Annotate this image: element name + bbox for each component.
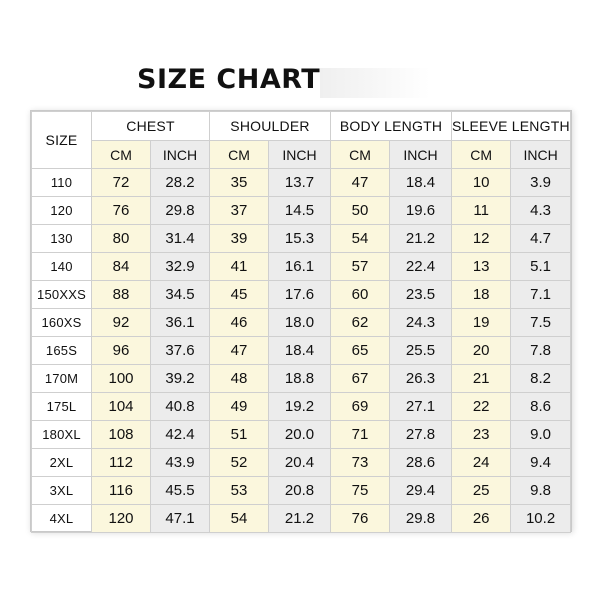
size-cell: 4XL: [32, 505, 92, 533]
chest-cm-cell: 72: [92, 169, 151, 197]
sleeve-length-cm-cell: 21: [452, 365, 511, 393]
size-header: SIZE: [32, 112, 92, 169]
shoulder-inch-cell: 15.3: [269, 225, 331, 253]
body-length-inch-cell: 24.3: [390, 309, 452, 337]
shoulder-inch-cell: 18.8: [269, 365, 331, 393]
table-row: [32, 197, 571, 225]
sleeve-length-inch-cell: 4.3: [511, 197, 570, 225]
sleeve-length-inch-cell: 7.1: [511, 281, 570, 309]
body-length-header: BODY LENGTH: [331, 112, 452, 141]
body-length-cm-cell: 69: [331, 393, 390, 421]
shoulder-header: SHOULDER: [210, 112, 331, 141]
chest-cm-cell: 116: [92, 477, 151, 505]
chest-inch-cell: 45.5: [151, 477, 210, 505]
size-cell: 140: [32, 253, 92, 281]
chest-inch-cell: 28.2: [151, 169, 210, 197]
sleeve-length-inch-cell: 5.1: [511, 253, 570, 281]
body-length-inch-cell: 19.6: [390, 197, 452, 225]
shoulder-inch-cell: 20.0: [269, 421, 331, 449]
sleeve-length-inch-cell: 9.0: [511, 421, 570, 449]
body-length-inch-cell: 27.1: [390, 393, 452, 421]
chest-cm-cell: 80: [92, 225, 151, 253]
shoulder-cm-cell: 46: [210, 309, 269, 337]
chest-inch-cell: 32.9: [151, 253, 210, 281]
size-rows: [32, 169, 571, 533]
shoulder-cm-cell: 48: [210, 365, 269, 393]
size-cell: 2XL: [32, 449, 92, 477]
body-length-inch-cell: 22.4: [390, 253, 452, 281]
body-length-inch-cell: 23.5: [390, 281, 452, 309]
chest-cm-cell: 112: [92, 449, 151, 477]
sleeve-length-inch-cell: 3.9: [511, 169, 570, 197]
sleeve-length-cm-cell: 12: [452, 225, 511, 253]
table-row: [32, 477, 571, 505]
body-length-inch-cell: 29.8: [390, 505, 452, 533]
body-length-inch-cell: 29.4: [390, 477, 452, 505]
body-length-inch-cell: 27.8: [390, 421, 452, 449]
body-length-cm-cell: 75: [331, 477, 390, 505]
body-length-cm-cell: 67: [331, 365, 390, 393]
table-row: [32, 421, 571, 449]
body-length-cm-cell: 65: [331, 337, 390, 365]
chest-cm-cell: 84: [92, 253, 151, 281]
sleeve-length-inch-cell: 9.8: [511, 477, 570, 505]
chest-cm-cell: 92: [92, 309, 151, 337]
shoulder-inch-cell: 19.2: [269, 393, 331, 421]
size-cell: 120: [32, 197, 92, 225]
page-title: SIZE CHART: [137, 64, 321, 95]
sleeve-length-inch-cell: 8.2: [511, 365, 570, 393]
body-length-cm-cell: 47: [331, 169, 390, 197]
sleeve-length-inch-cell: 9.4: [511, 449, 570, 477]
table-row: [32, 253, 571, 281]
sleeve-length-cm-cell: 22: [452, 393, 511, 421]
shoulder-inch-cell: 18.0: [269, 309, 331, 337]
shoulder-cm-cell: 51: [210, 421, 269, 449]
sleeve-length-cm-cell: 10: [452, 169, 511, 197]
shoulder-inch-cell: 14.5: [269, 197, 331, 225]
size-cell: 175L: [32, 393, 92, 421]
shoulder-cm-cell: 45: [210, 281, 269, 309]
chest-inch-cell: 36.1: [151, 309, 210, 337]
sleeve-length-inch-cell: 8.6: [511, 393, 570, 421]
shoulder-inch-cell: 20.4: [269, 449, 331, 477]
body-length-cm-cell: 62: [331, 309, 390, 337]
chest-inch-cell: 31.4: [151, 225, 210, 253]
shoulder-cm-cell: 52: [210, 449, 269, 477]
table-row: [32, 309, 571, 337]
sleeve-length-cm-cell: 13: [452, 253, 511, 281]
title-area: [0, 62, 600, 102]
body-length-cm-cell: 54: [331, 225, 390, 253]
shoulder-cm-cell: 49: [210, 393, 269, 421]
body-length-cm-cell: 60: [331, 281, 390, 309]
shoulder-cm-cell: 39: [210, 225, 269, 253]
sleeve-length-inch-cell: 10.2: [511, 505, 570, 533]
chest-inch-cell: 43.9: [151, 449, 210, 477]
body-length-cm-cell: 57: [331, 253, 390, 281]
chest-cm-cell: 120: [92, 505, 151, 533]
sleeve-length-inch-cell: 7.5: [511, 309, 570, 337]
table-row: [32, 337, 571, 365]
table-row: [32, 225, 571, 253]
size-chart-table: [31, 111, 571, 533]
sleeve-length-cm-cell: 24: [452, 449, 511, 477]
chest-inch-cell: 34.5: [151, 281, 210, 309]
title-highlight: [320, 68, 430, 98]
chest-inch-cell: 47.1: [151, 505, 210, 533]
shoulder-cm-cell: 54: [210, 505, 269, 533]
shoulder-cm-cell: 47: [210, 337, 269, 365]
table-row: [32, 169, 571, 197]
body-length-inch-cell: 28.6: [390, 449, 452, 477]
sleeve-length-cm-header: CM: [452, 141, 511, 169]
shoulder-inch-cell: 13.7: [269, 169, 331, 197]
shoulder-inch-cell: 18.4: [269, 337, 331, 365]
shoulder-inch-cell: 17.6: [269, 281, 331, 309]
chest-inch-cell: 42.4: [151, 421, 210, 449]
shoulder-cm-header: CM: [210, 141, 269, 169]
chest-cm-header: CM: [92, 141, 151, 169]
table-row: [32, 393, 571, 421]
chest-cm-cell: 108: [92, 421, 151, 449]
unit-header-row: [32, 141, 571, 169]
body-length-cm-header: CM: [331, 141, 390, 169]
table-row: [32, 505, 571, 533]
chest-cm-cell: 88: [92, 281, 151, 309]
body-length-cm-cell: 50: [331, 197, 390, 225]
size-cell: 130: [32, 225, 92, 253]
chest-inch-cell: 37.6: [151, 337, 210, 365]
sleeve-length-inch-cell: 7.8: [511, 337, 570, 365]
sleeve-length-cm-cell: 25: [452, 477, 511, 505]
body-length-inch-cell: 25.5: [390, 337, 452, 365]
shoulder-inch-cell: 20.8: [269, 477, 331, 505]
sleeve-length-cm-cell: 20: [452, 337, 511, 365]
chest-cm-cell: 96: [92, 337, 151, 365]
body-length-inch-header: INCH: [390, 141, 452, 169]
shoulder-inch-cell: 16.1: [269, 253, 331, 281]
chest-inch-cell: 40.8: [151, 393, 210, 421]
sleeve-length-cm-cell: 18: [452, 281, 511, 309]
shoulder-cm-cell: 37: [210, 197, 269, 225]
body-length-cm-cell: 71: [331, 421, 390, 449]
shoulder-inch-header: INCH: [269, 141, 331, 169]
chest-cm-cell: 76: [92, 197, 151, 225]
size-cell: 180XL: [32, 421, 92, 449]
shoulder-cm-cell: 41: [210, 253, 269, 281]
table-row: [32, 365, 571, 393]
shoulder-cm-cell: 35: [210, 169, 269, 197]
sleeve-length-header: SLEEVE LENGTH: [452, 112, 571, 141]
sleeve-length-inch-cell: 4.7: [511, 225, 570, 253]
shoulder-cm-cell: 53: [210, 477, 269, 505]
chest-cm-cell: 100: [92, 365, 151, 393]
body-length-inch-cell: 21.2: [390, 225, 452, 253]
sleeve-length-cm-cell: 23: [452, 421, 511, 449]
body-length-cm-cell: 73: [331, 449, 390, 477]
chest-inch-cell: 29.8: [151, 197, 210, 225]
sleeve-length-cm-cell: 11: [452, 197, 511, 225]
shoulder-inch-cell: 21.2: [269, 505, 331, 533]
chest-inch-cell: 39.2: [151, 365, 210, 393]
body-length-inch-cell: 18.4: [390, 169, 452, 197]
size-cell: 3XL: [32, 477, 92, 505]
sleeve-length-cm-cell: 26: [452, 505, 511, 533]
table-row: [32, 449, 571, 477]
size-cell: 110: [32, 169, 92, 197]
chest-inch-header: INCH: [151, 141, 210, 169]
group-header-row: [32, 112, 571, 141]
size-cell: 165S: [32, 337, 92, 365]
chest-header: CHEST: [92, 112, 210, 141]
size-cell: 170M: [32, 365, 92, 393]
size-cell: 150XXS: [32, 281, 92, 309]
body-length-inch-cell: 26.3: [390, 365, 452, 393]
chest-cm-cell: 104: [92, 393, 151, 421]
table-row: [32, 281, 571, 309]
sleeve-length-inch-header: INCH: [511, 141, 570, 169]
sleeve-length-cm-cell: 19: [452, 309, 511, 337]
size-cell: 160XS: [32, 309, 92, 337]
body-length-cm-cell: 76: [331, 505, 390, 533]
